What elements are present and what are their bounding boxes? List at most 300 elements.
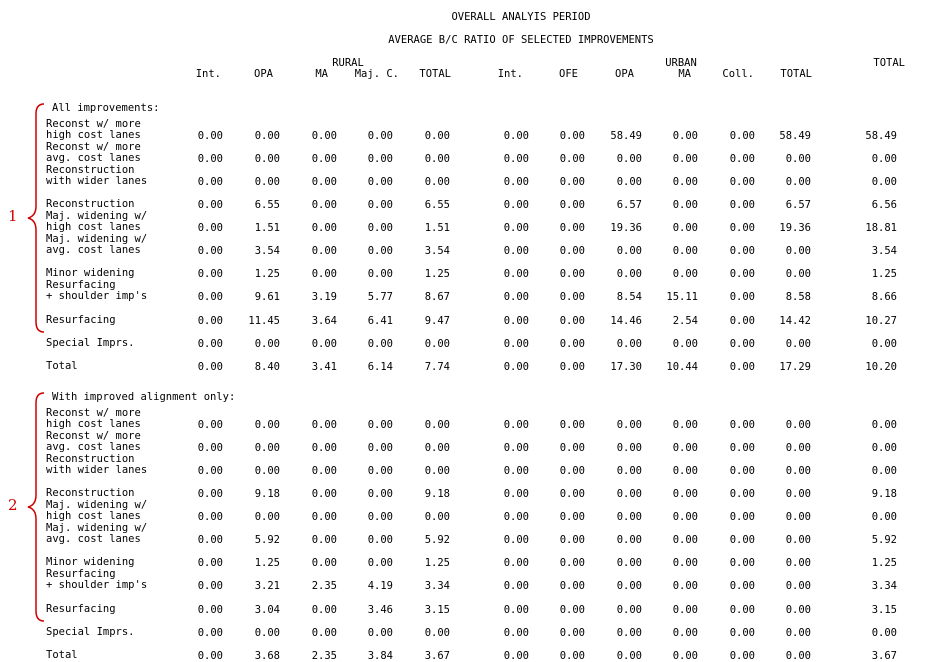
cell-value: 0.00	[254, 442, 280, 454]
cell-value: 0.00	[503, 488, 529, 500]
cell-value: 0.00	[559, 465, 585, 477]
row-label: Reconstruction	[46, 453, 135, 465]
cell-value: 0.00	[197, 511, 223, 523]
cell-value: 0.00	[729, 650, 755, 662]
cell-value: 3.15	[871, 604, 897, 616]
cell-value: 3.21	[254, 580, 280, 592]
cell-value: 7.74	[424, 361, 450, 373]
cell-value: 0.00	[672, 130, 698, 142]
cell-value: 0.00	[616, 442, 642, 454]
cell-value: 9.61	[254, 291, 280, 303]
cell-value: 0.00	[367, 245, 393, 257]
row-label: avg. cost lanes	[46, 244, 141, 256]
cell-value: 5.77	[367, 291, 393, 303]
cell-value: 14.42	[779, 315, 811, 327]
cell-value: 0.00	[311, 465, 337, 477]
cell-value: 0.00	[367, 465, 393, 477]
cell-value: 0.00	[197, 604, 223, 616]
cell-value: 0.00	[197, 245, 223, 257]
cell-value: 0.00	[503, 176, 529, 188]
cell-value: 0.00	[616, 604, 642, 616]
rural-group-header: RURAL	[332, 57, 364, 69]
cell-value: 0.00	[672, 199, 698, 211]
cell-value: 0.00	[785, 442, 811, 454]
cell-value: 0.00	[197, 176, 223, 188]
column-header: Maj. C.	[354, 68, 399, 80]
cell-value: 0.00	[729, 627, 755, 639]
cell-value: 0.00	[559, 534, 585, 546]
cell-value: 0.00	[503, 627, 529, 639]
cell-value: 3.84	[367, 650, 393, 662]
cell-value: 0.00	[367, 627, 393, 639]
cell-value: 0.00	[729, 442, 755, 454]
row-label: high cost lanes	[46, 129, 141, 141]
cell-value: 17.29	[779, 361, 811, 373]
cell-value: 0.00	[424, 176, 450, 188]
cell-value: 0.00	[424, 511, 450, 523]
cell-value: 1.51	[424, 222, 450, 234]
cell-value: 0.00	[729, 176, 755, 188]
cell-value: 0.00	[311, 511, 337, 523]
cell-value: 4.19	[367, 580, 393, 592]
cell-value: 0.00	[729, 338, 755, 350]
cell-value: 0.00	[785, 268, 811, 280]
cell-value: 0.00	[503, 130, 529, 142]
cell-value: 2.35	[311, 580, 337, 592]
cell-value: 0.00	[311, 627, 337, 639]
cell-value: 1.25	[424, 557, 450, 569]
cell-value: 0.00	[616, 488, 642, 500]
cell-value: 0.00	[785, 338, 811, 350]
cell-value: 0.00	[311, 130, 337, 142]
cell-value: 0.00	[503, 268, 529, 280]
cell-value: 0.00	[503, 291, 529, 303]
cell-value: 0.00	[729, 153, 755, 165]
cell-value: 0.00	[785, 627, 811, 639]
cell-value: 58.49	[865, 130, 897, 142]
cell-value: 6.56	[871, 199, 897, 211]
cell-value: 0.00	[672, 580, 698, 592]
cell-value: 0.00	[616, 627, 642, 639]
report-title: OVERALL ANALYIS PERIOD	[451, 11, 591, 23]
cell-value: 0.00	[424, 442, 450, 454]
cell-value: 0.00	[729, 245, 755, 257]
cell-value: 0.00	[424, 153, 450, 165]
cell-value: 3.64	[311, 315, 337, 327]
cell-value: 3.41	[311, 361, 337, 373]
cell-value: 0.00	[367, 442, 393, 454]
cell-value: 3.15	[424, 604, 450, 616]
cell-value: 0.00	[559, 245, 585, 257]
cell-value: 0.00	[871, 176, 897, 188]
row-label: Total	[46, 360, 78, 372]
column-header: OPA	[615, 68, 634, 80]
cell-value: 0.00	[785, 465, 811, 477]
cell-value: 0.00	[503, 580, 529, 592]
section-1-marker: 1	[8, 207, 18, 225]
cell-value: 9.18	[254, 488, 280, 500]
cell-value: 0.00	[785, 604, 811, 616]
cell-value: 1.25	[871, 268, 897, 280]
cell-value: 0.00	[254, 465, 280, 477]
cell-value: 0.00	[729, 511, 755, 523]
cell-value: 0.00	[616, 534, 642, 546]
cell-value: 0.00	[254, 419, 280, 431]
cell-value: 0.00	[785, 245, 811, 257]
row-label: with wider lanes	[46, 175, 148, 187]
cell-value: 8.67	[424, 291, 450, 303]
cell-value: 0.00	[729, 199, 755, 211]
cell-value: 3.34	[424, 580, 450, 592]
cell-value: 0.00	[311, 338, 337, 350]
cell-value: 1.25	[254, 557, 280, 569]
cell-value: 0.00	[871, 511, 897, 523]
cell-value: 5.92	[424, 534, 450, 546]
cell-value: 0.00	[559, 627, 585, 639]
section-1-bracket	[18, 100, 48, 336]
row-label: Minor widening	[46, 556, 135, 568]
cell-value: 0.00	[311, 268, 337, 280]
cell-value: 0.00	[197, 534, 223, 546]
cell-value: 0.00	[197, 488, 223, 500]
cell-value: 0.00	[871, 419, 897, 431]
cell-value: 1.25	[871, 557, 897, 569]
column-header: MA	[315, 68, 328, 80]
cell-value: 0.00	[616, 511, 642, 523]
cell-value: 0.00	[311, 488, 337, 500]
cell-value: 0.00	[729, 465, 755, 477]
cell-value: 10.20	[865, 361, 897, 373]
cell-value: 0.00	[503, 361, 529, 373]
cell-value: 0.00	[672, 176, 698, 188]
cell-value: 0.00	[729, 604, 755, 616]
cell-value: 0.00	[503, 650, 529, 662]
column-header: TOTAL	[419, 68, 451, 80]
cell-value: 0.00	[871, 338, 897, 350]
row-label: high cost lanes	[46, 418, 141, 430]
row-label: Reconstruction	[46, 198, 135, 210]
cell-value: 18.81	[865, 222, 897, 234]
cell-value: 0.00	[785, 488, 811, 500]
cell-value: 1.51	[254, 222, 280, 234]
section-2-marker: 2	[8, 496, 18, 514]
cell-value: 0.00	[672, 534, 698, 546]
cell-value: 0.00	[616, 465, 642, 477]
cell-value: 17.30	[610, 361, 642, 373]
column-header: Int.	[497, 68, 523, 80]
row-label: high cost lanes	[46, 221, 141, 233]
cell-value: 0.00	[871, 153, 897, 165]
cell-value: 0.00	[616, 419, 642, 431]
row-label: Reconst w/ more	[46, 118, 141, 130]
column-header: TOTAL	[780, 68, 812, 80]
cell-value: 9.47	[424, 315, 450, 327]
cell-value: 0.00	[503, 338, 529, 350]
cell-value: 8.40	[254, 361, 280, 373]
cell-value: 0.00	[503, 315, 529, 327]
cell-value: 0.00	[785, 419, 811, 431]
cell-value: 0.00	[672, 627, 698, 639]
row-label: Maj. widening w/	[46, 233, 148, 245]
cell-value: 0.00	[503, 534, 529, 546]
row-label: Reconst w/ more	[46, 430, 141, 442]
section-2-bracket	[18, 389, 48, 625]
cell-value: 0.00	[729, 130, 755, 142]
cell-value: 0.00	[785, 650, 811, 662]
cell-value: 0.00	[616, 176, 642, 188]
cell-value: 0.00	[729, 580, 755, 592]
cell-value: 19.36	[610, 222, 642, 234]
cell-value: 0.00	[672, 511, 698, 523]
cell-value: 0.00	[254, 176, 280, 188]
cell-value: 6.57	[785, 199, 811, 211]
cell-value: 58.49	[779, 130, 811, 142]
column-header: MA	[678, 68, 691, 80]
cell-value: 11.45	[248, 315, 280, 327]
cell-value: 0.00	[503, 153, 529, 165]
cell-value: 0.00	[197, 338, 223, 350]
row-label: Maj. widening w/	[46, 210, 148, 222]
cell-value: 19.36	[779, 222, 811, 234]
urban-group-header: URBAN	[665, 57, 697, 69]
cell-value: 2.35	[311, 650, 337, 662]
row-label: avg. cost lanes	[46, 533, 141, 545]
cell-value: 0.00	[785, 580, 811, 592]
cell-value: 0.00	[672, 650, 698, 662]
cell-value: 0.00	[254, 511, 280, 523]
cell-value: 8.66	[871, 291, 897, 303]
cell-value: 0.00	[367, 534, 393, 546]
cell-value: 0.00	[616, 153, 642, 165]
cell-value: 0.00	[197, 442, 223, 454]
row-label: Maj. widening w/	[46, 499, 148, 511]
cell-value: 0.00	[311, 534, 337, 546]
cell-value: 0.00	[503, 511, 529, 523]
cell-value: 0.00	[729, 488, 755, 500]
cell-value: 0.00	[672, 338, 698, 350]
cell-value: 0.00	[871, 465, 897, 477]
cell-value: 0.00	[559, 338, 585, 350]
cell-value: 5.92	[871, 534, 897, 546]
cell-value: 0.00	[367, 338, 393, 350]
cell-value: 10.44	[666, 361, 698, 373]
cell-value: 0.00	[616, 268, 642, 280]
cell-value: 0.00	[729, 534, 755, 546]
cell-value: 0.00	[672, 557, 698, 569]
row-label: Reconstruction	[46, 164, 135, 176]
row-label: Reconst w/ more	[46, 407, 141, 419]
cell-value: 0.00	[367, 176, 393, 188]
cell-value: 3.54	[254, 245, 280, 257]
cell-value: 0.00	[197, 419, 223, 431]
cell-value: 6.57	[616, 199, 642, 211]
cell-value: 0.00	[197, 580, 223, 592]
cell-value: 0.00	[672, 268, 698, 280]
cell-value: 0.00	[197, 465, 223, 477]
row-label: Reconst w/ more	[46, 141, 141, 153]
cell-value: 0.00	[672, 488, 698, 500]
cell-value: 3.67	[871, 650, 897, 662]
row-label: Resurfacing	[46, 603, 116, 615]
cell-value: 0.00	[672, 442, 698, 454]
cell-value: 9.18	[871, 488, 897, 500]
cell-value: 0.00	[197, 361, 223, 373]
cell-value: 0.00	[559, 511, 585, 523]
column-header: Coll.	[722, 68, 754, 80]
cell-value: 0.00	[311, 557, 337, 569]
cell-value: 0.00	[559, 604, 585, 616]
cell-value: 0.00	[197, 315, 223, 327]
cell-value: 0.00	[254, 338, 280, 350]
cell-value: 3.68	[254, 650, 280, 662]
cell-value: 0.00	[729, 315, 755, 327]
cell-value: 0.00	[367, 557, 393, 569]
cell-value: 0.00	[559, 199, 585, 211]
cell-value: 0.00	[197, 627, 223, 639]
cell-value: 9.18	[424, 488, 450, 500]
cell-value: 0.00	[311, 419, 337, 431]
cell-value: 0.00	[559, 153, 585, 165]
cell-value: 0.00	[503, 199, 529, 211]
cell-value: 0.00	[254, 130, 280, 142]
cell-value: 0.00	[197, 130, 223, 142]
cell-value: 0.00	[197, 199, 223, 211]
cell-value: 0.00	[559, 488, 585, 500]
row-label: avg. cost lanes	[46, 152, 141, 164]
row-label: Resurfacing	[46, 279, 116, 291]
cell-value: 0.00	[729, 291, 755, 303]
cell-value: 0.00	[672, 222, 698, 234]
cell-value: 0.00	[559, 222, 585, 234]
cell-value: 1.25	[424, 268, 450, 280]
column-header: OPA	[254, 68, 273, 80]
cell-value: 0.00	[559, 650, 585, 662]
cell-value: 0.00	[503, 557, 529, 569]
row-label: + shoulder imp's	[46, 579, 148, 591]
cell-value: 0.00	[785, 511, 811, 523]
cell-value: 3.54	[871, 245, 897, 257]
cell-value: 3.46	[367, 604, 393, 616]
cell-value: 0.00	[785, 153, 811, 165]
row-label: Resurfacing	[46, 568, 116, 580]
cell-value: 0.00	[871, 442, 897, 454]
cell-value: 0.00	[311, 442, 337, 454]
cell-value: 8.58	[785, 291, 811, 303]
cell-value: 0.00	[871, 627, 897, 639]
cell-value: 0.00	[559, 419, 585, 431]
cell-value: 0.00	[785, 557, 811, 569]
cell-value: 0.00	[559, 268, 585, 280]
cell-value: 0.00	[616, 557, 642, 569]
cell-value: 0.00	[503, 442, 529, 454]
cell-value: 0.00	[424, 419, 450, 431]
column-header: OFE	[559, 68, 578, 80]
row-label: Total	[46, 649, 78, 661]
cell-value: 0.00	[367, 199, 393, 211]
cell-value: 1.25	[254, 268, 280, 280]
cell-value: 15.11	[666, 291, 698, 303]
cell-value: 0.00	[197, 268, 223, 280]
cell-value: 0.00	[367, 222, 393, 234]
cell-value: 0.00	[367, 488, 393, 500]
cell-value: 0.00	[729, 268, 755, 280]
cell-value: 0.00	[311, 199, 337, 211]
cell-value: 0.00	[367, 511, 393, 523]
cell-value: 6.55	[254, 199, 280, 211]
cell-value: 6.41	[367, 315, 393, 327]
cell-value: 0.00	[559, 557, 585, 569]
row-label: Special Imprs.	[46, 337, 135, 349]
cell-value: 0.00	[785, 534, 811, 546]
cell-value: 0.00	[424, 130, 450, 142]
cell-value: 14.46	[610, 315, 642, 327]
cell-value: 0.00	[559, 130, 585, 142]
cell-value: 0.00	[559, 315, 585, 327]
cell-value: 0.00	[559, 361, 585, 373]
cell-value: 0.00	[367, 268, 393, 280]
cell-value: 0.00	[503, 245, 529, 257]
row-label: with wider lanes	[46, 464, 148, 476]
cell-value: 0.00	[559, 176, 585, 188]
cell-value: 58.49	[610, 130, 642, 142]
cell-value: 0.00	[311, 604, 337, 616]
cell-value: 0.00	[367, 130, 393, 142]
row-label: Minor widening	[46, 267, 135, 279]
row-label: Reconstruction	[46, 487, 135, 499]
cell-value: 0.00	[616, 338, 642, 350]
cell-value: 0.00	[785, 176, 811, 188]
cell-value: 0.00	[197, 650, 223, 662]
row-label: Maj. widening w/	[46, 522, 148, 534]
row-label: Resurfacing	[46, 314, 116, 326]
cell-value: 0.00	[503, 604, 529, 616]
column-header: Int.	[195, 68, 221, 80]
cell-value: 0.00	[367, 153, 393, 165]
cell-value: 0.00	[197, 291, 223, 303]
cell-value: 0.00	[311, 245, 337, 257]
cell-value: 0.00	[367, 419, 393, 431]
cell-value: 0.00	[672, 604, 698, 616]
cell-value: 0.00	[616, 580, 642, 592]
cell-value: 0.00	[197, 222, 223, 234]
cell-value: 5.92	[254, 534, 280, 546]
cell-value: 10.27	[865, 315, 897, 327]
cell-value: 3.04	[254, 604, 280, 616]
total-group-header: TOTAL	[873, 57, 905, 69]
cell-value: 0.00	[311, 176, 337, 188]
cell-value: 0.00	[729, 222, 755, 234]
section-heading: With improved alignment only:	[52, 391, 236, 403]
cell-value: 0.00	[254, 153, 280, 165]
cell-value: 0.00	[729, 419, 755, 431]
cell-value: 0.00	[559, 291, 585, 303]
cell-value: 0.00	[559, 580, 585, 592]
cell-value: 0.00	[672, 465, 698, 477]
cell-value: 3.67	[424, 650, 450, 662]
cell-value: 0.00	[672, 245, 698, 257]
cell-value: 6.55	[424, 199, 450, 211]
cell-value: 0.00	[311, 222, 337, 234]
cell-value: 6.14	[367, 361, 393, 373]
cell-value: 0.00	[254, 627, 280, 639]
cell-value: 0.00	[503, 419, 529, 431]
cell-value: 0.00	[197, 153, 223, 165]
section-heading: All improvements:	[52, 102, 160, 114]
cell-value: 3.19	[311, 291, 337, 303]
cell-value: 3.34	[871, 580, 897, 592]
row-label: + shoulder imp's	[46, 290, 148, 302]
cell-value: 3.54	[424, 245, 450, 257]
